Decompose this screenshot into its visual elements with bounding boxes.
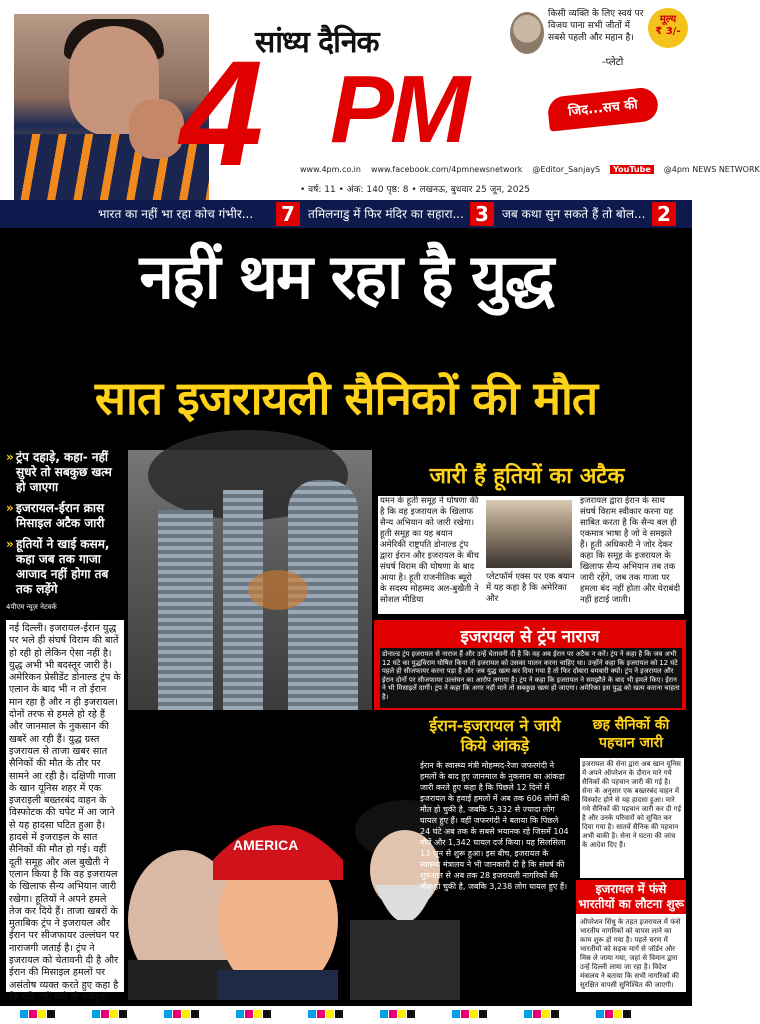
- registration-swatch: [317, 1010, 325, 1018]
- logo-number: 4: [180, 29, 256, 197]
- registration-swatch: [38, 1010, 46, 1018]
- iran-body: ईरान के स्वास्थ्य मंत्री मोहम्मद-रेजा जफरगंदी ने हमलों के बाद हुए जानमाल के नुकसान का आंकड़ा जारी करते हुए कहा है कि पिछले 12 दिनों में इजरायल के हवाई हमलों में अब तक 606 लोगों की मौत हो चुकी है, जबकि 5,332 से ज्यादा लोग घायल हुए हैं। वहीं जफरगंदी ने बताया कि पिछले 24 घंटे अब तक के सबसे भयानक रहे जिसमें 104 मौतें और 1,342 घायल दर्ज किया। यह सिलसिला 13 जून से शुरू हुआ। इस बीच, इजरायल के स्वास्थ्य मंत्रालय ने भी जानकारी दी है कि संघर्ष की शुरुआत से अब तक 28 इजरायली नागरिकों की मौत हो चुकी है, जबकि 3,238 लोग घायल हुए हैं।: [420, 761, 570, 891]
- registration-swatch: [20, 1010, 28, 1018]
- registration-swatch: [191, 1010, 199, 1018]
- trump-body: डोनाल्ड ट्रंप इजरायल से नाराज हैं और उन्हें चेतावनी दी है कि वह अब ईरान पर अटैक न करें। ट्रंप ने कहा है कि जब अभी 12 घंटे का युद्धविराम घोषित किया तो इजरायल को उसका पालन करना चाहिए था। उन्होंने कहा कि इजरायल को 12 घंटे पहले ही सीजफायर करना पड़ा है और जब युद्ध खत्म कर दिया गया है तो फिर दोबारा बमबारी क्यों। ट्रंप ने इजरायल और ईरान दोनों पर सीजफायर उल्लंघन का आरोप लगाया है। ट्रंप ने कहा कि इजरायल ने समझौते के बाद भी हमले किए। ईरान ने भी मिसाइलें दागीं। ट्रंप ने कहा कि अगर नहीं माने तो सबकुछ खत्म हो जाएगा। अमेरिका इस युद्ध को खत्म कराना चाहता है।: [380, 648, 682, 708]
- registration-swatch: [623, 1010, 631, 1018]
- quote-text: किसी व्यक्ति के लिए स्वयं पर विजय पाना सभी जीतों में सबसे पहली और महान है।: [548, 9, 644, 43]
- website-link[interactable]: www.4pm.co.in: [300, 164, 361, 174]
- houthi-text-left: यमन के हूती समूह ने घोषणा की है कि वह इजरायल के खिलाफ सैन्य अभियान को जारी रखेगा। हूती समूह का यह बयान अमेरिकी राष्ट्रपति डोनाल्ड ट्रंप द्वारा ईरान और इजरायल के बीच संघर्ष विराम की घोषणा के बाद आया है। हूती राजनीतिक ब्यूरो के सदस्य मोहम्मद अल-बुखैती ने सोशल मीडिया: [380, 496, 479, 605]
- teaser-3-page: 2: [652, 202, 676, 226]
- registration-swatch: [398, 1010, 406, 1018]
- registration-swatch: [101, 1010, 109, 1018]
- iran-title: ईरान-इजरायल ने जारी किये आंकड़े: [429, 716, 561, 755]
- houthi-caption: प्लेटफॉर्म एक्स पर एक बयान में यह कहा है कि अमेरिका और: [486, 572, 575, 604]
- registration-swatch: [605, 1010, 613, 1018]
- registration-swatch: [47, 1010, 55, 1018]
- trump-title: इजरायल से ट्रंप नाराज: [460, 627, 600, 647]
- masthead-prefix: सांध्य दैनिक: [255, 25, 379, 60]
- registration-swatch: [380, 1010, 388, 1018]
- burning-towers-photo: [128, 450, 372, 710]
- youtube-icon: YouTube: [610, 165, 654, 174]
- registration-swatch: [173, 1010, 181, 1018]
- facebook-link[interactable]: www.facebook.com/4pmnewsnetwork: [370, 164, 523, 174]
- headline-main: नहीं थम रहा है युद्ध: [139, 240, 553, 313]
- teaser-2-page: 3: [470, 202, 494, 226]
- registration-swatch: [254, 1010, 262, 1018]
- indians-title: इजरायल में फंसे भारतीयों का लौटना शुरू: [576, 880, 686, 914]
- quote-author: -प्लेटो: [602, 57, 624, 68]
- bullet-item: » हूतियों ने खाई कसम, कहा जब तक गाजा आजाद नहीं होगा तब तक लड़ेंगे: [6, 537, 124, 597]
- trump-suit: [218, 970, 338, 1000]
- registration-swatch: [92, 1010, 100, 1018]
- registration-swatch: [479, 1010, 487, 1018]
- lead-article: नई दिल्ली। इजरायल-ईरान युद्ध पर भले ही संघर्ष विराम की बातें हो रही हो लेकिन ऐसा नहीं है। युद्ध अभी भी बदस्तूर जारी है। अमेरिकन प्रेसीडेंट डोनाल्ड ट्रंप के एलान के बाद भी न तो ईरान मान रहा है और न ही इजरायल। दोनों तरफ से हमले हो रहे हैं और जानमाल के नुकसान की खबरें आ रही हैं। युद्ध ग्रस्त इजरायल से ताजा खबर सात सैनिकों की मौत के तौर पर सामने आ रही है। दक्षिणी गाजा के खान यूनिस शहर में एक इजराइली बख्तरबंद वाहन के विस्फोटक की चपेट में आ जाने से यह हादसा घटित हुआ है। हादसे में इजराइल के सात सैनिकों की मौत हो गई। वहीं दूती समूह और अल बुखैती ने एलान किया है कि वह इजरायल के खिलाफ सैन्य अभियान जारी रखेगा। हूतियों ने अपने हमले तेज कर दिये हैं। ताजा खबरों के मुताबिक ट्रंप ने इजरायल और ईरान पर सीजफायर उल्लंघन पर नाराजगी जताई है। ट्रंप ने इजरायल को चेतावनी दी है और ईरान की मिसाइल हमलों पर असंतोष व्यक्त करते हुए कहा है कि यदि नहीं माने तो सबकुछ: [6, 620, 124, 992]
- teaser-2-text[interactable]: तमिलनाडु में फिर मंदिर का सहारा...: [308, 207, 464, 221]
- teaser-1-page: 7: [276, 202, 300, 226]
- registration-swatch: [119, 1010, 127, 1018]
- registration-swatch: [245, 1010, 253, 1018]
- registration-swatch: [551, 1010, 559, 1018]
- registration-swatch: [263, 1010, 271, 1018]
- price-badge: [648, 8, 688, 48]
- registration-swatch: [452, 1010, 460, 1018]
- registration-swatch: [335, 1010, 343, 1018]
- registration-swatch: [389, 1010, 397, 1018]
- headline-sub: सात इजरायली सैनिकों की मौत: [94, 371, 598, 425]
- registration-swatch: [182, 1010, 190, 1018]
- price-label: मूल्य: [659, 14, 677, 25]
- registration-swatch: [596, 1010, 604, 1018]
- print-registration-bar: [0, 1006, 692, 1024]
- houthi-fighters-photo: [486, 500, 572, 568]
- registration-swatch: [470, 1010, 478, 1018]
- bullet-item: » ट्रंप दहाड़े, कहा- नहीं सुधरे तो सबकुछ खत्म हो जाएगा: [6, 450, 124, 495]
- registration-swatch: [461, 1010, 469, 1018]
- price-value: ₹ 3/-: [655, 26, 681, 37]
- logo-letters: PM: [330, 56, 466, 163]
- bullet-item: » इजरायल-ईरान क्रास मिसाइल अटैक जारी: [6, 501, 124, 531]
- registration-swatch: [614, 1010, 622, 1018]
- tagline-bubble: जिद...सच की: [547, 86, 660, 131]
- registration-swatch: [407, 1010, 415, 1018]
- six-soldiers-title: छह सैनिकों की पहचान जारी: [592, 717, 670, 751]
- social-links: [300, 162, 760, 176]
- teaser-1-text[interactable]: भारत का नहीं भा रहा कोच गंभीर...: [98, 207, 254, 221]
- teaser-3-text[interactable]: जब कथा सुन सकते हैं तो बोल...: [502, 207, 646, 221]
- six-soldiers-body: इजरायल की सेना द्वारा अब खान यूनिस में अपने ऑपरेशन के दौरान मारे गये सैनिकों की पहचान जारी की गई है। सेना के अनुसार एक बख्तरबंद वाहन में विस्फोट होने से यह हादसा हुआ। मारे गये सैनिकों की पहचान जारी कर दी गई है और उनके परिवारों को सूचित कर दिया गया है। सातवें सैनिक की पहचान अभी बाकी है। सेना ने घटना की जांच के आदेश दिए हैं।: [580, 758, 684, 878]
- twitter-link[interactable]: @Editor_SanjayS: [532, 164, 601, 174]
- registration-swatch: [236, 1010, 244, 1018]
- registration-swatch: [326, 1010, 334, 1018]
- registration-swatch: [308, 1010, 316, 1018]
- registration-swatch: [110, 1010, 118, 1018]
- teaser-bar: [0, 200, 692, 228]
- youtube-link[interactable]: @4pm NEWS NETWORK: [663, 164, 760, 174]
- registration-swatch: [164, 1010, 172, 1018]
- maga-hat-text: AMERICA: [233, 837, 299, 853]
- issue-meta: • वर्ष: 11 • अंक: 140 पृष्ठ: 8 • लखनऊ, बुधवार 25 जून, 2025: [300, 185, 530, 195]
- registration-swatch: [533, 1010, 541, 1018]
- houthi-title: जारी हैं हूतियों का अटैक: [429, 464, 625, 489]
- bureau-credit: 4पीएम न्यूज़ नेटवर्क: [6, 603, 57, 611]
- registration-swatch: [29, 1010, 37, 1018]
- registration-swatch: [542, 1010, 550, 1018]
- plato-avatar: [510, 12, 544, 54]
- registration-swatch: [524, 1010, 532, 1018]
- houthi-text-right: इजरायल द्वारा ईरान के साथ संघर्ष विराम स्वीकार करना यह साबित करता है कि सैन्य बल ही एकमात्र भाषा है जो वे समझते हैं। हूती अधिकारी ने जोर देकर कहा कि समूह के इजरायल के खिलाफ सैन्य अभियान तब तक जारी रहेंगे, जब तक गाजा पर हमला बंद नहीं होता और घेराबंदी नहीं हटाई जाती।: [580, 496, 681, 605]
- indians-body: ऑपरेशन सिंधु के तहत इजरायल में फंसे भारतीय नागरिकों को वापस लाने का काम शुरू हो गया है। पहले चरण में भारतीयों को सड़क मार्ग से जॉर्डन और मिस्र ले जाया गया, जहां से विमान द्वारा उन्हें दिल्ली लाया जा रहा है। विदेश मंत्रालय ने बताया कि सभी नागरिकों की सुरक्षित वापसी सुनिश्चित की जाएगी।: [580, 918, 681, 989]
